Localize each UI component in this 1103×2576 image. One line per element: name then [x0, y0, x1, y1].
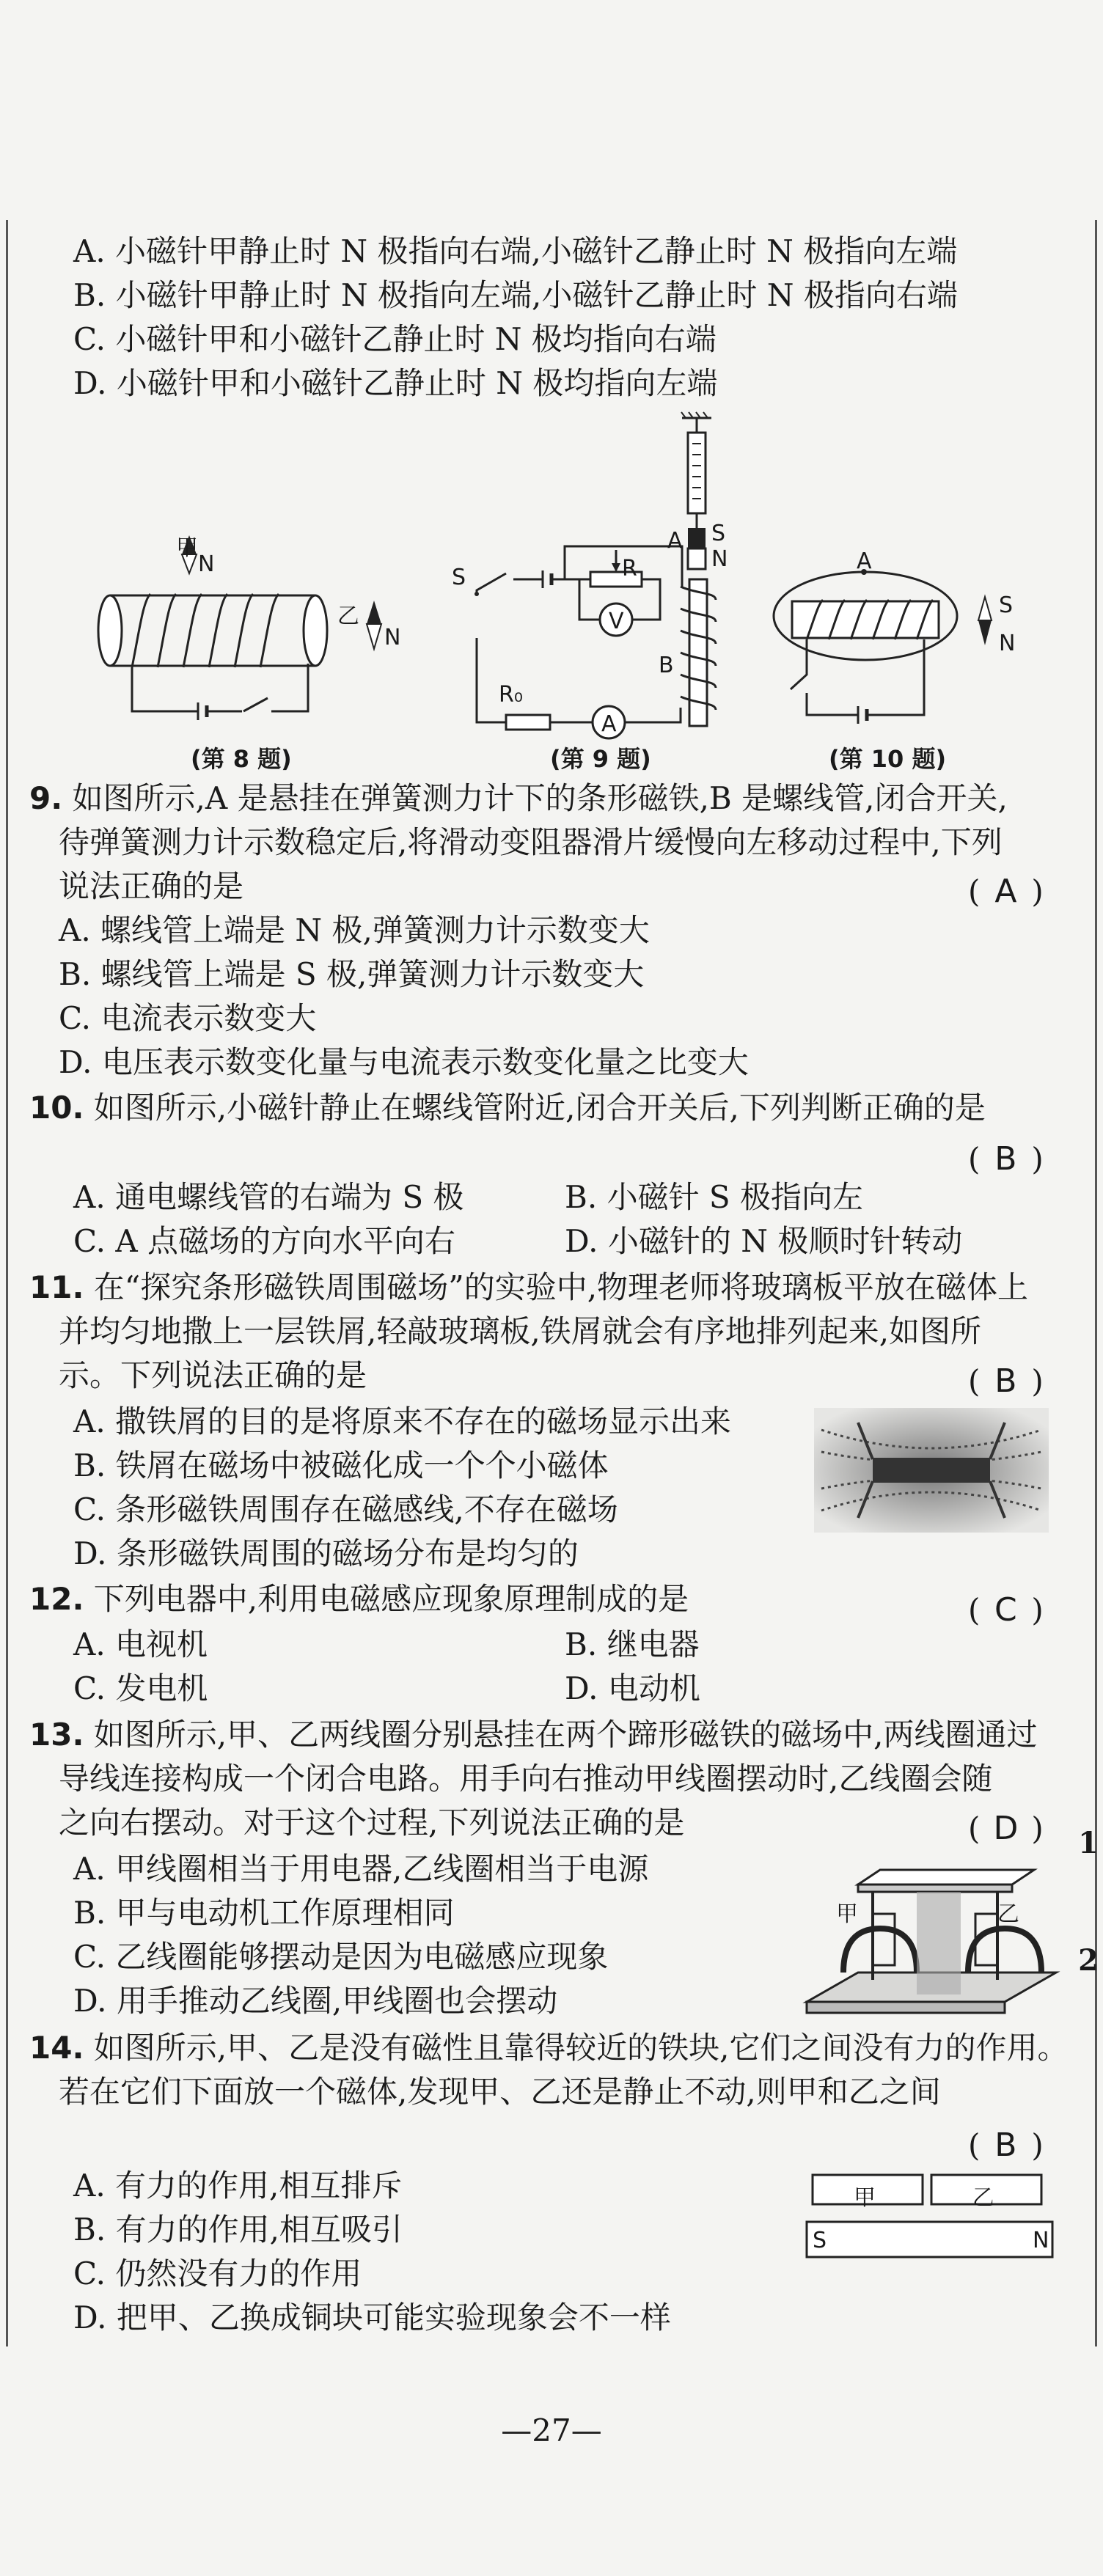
q11-line-2: 并均匀地撒上一层铁屑,轻敲玻璃板,铁屑就会有序地排列起来,如图所 [59, 1313, 982, 1349]
left-margin-rule [6, 220, 8, 2346]
iron-filings-photo [814, 1408, 1049, 1533]
fig8-label-yi: 乙 [337, 603, 359, 629]
fig9-label-magnet-s: S [711, 521, 726, 546]
fig8-label-n1: N [198, 551, 215, 577]
fig13-label-jia: 甲 [836, 1901, 858, 1927]
q14-number: 14. [29, 2030, 84, 2066]
q12-option-c: C. 发电机 [73, 1670, 208, 1706]
q13-option-d: D. 用手推动乙线圈,甲线圈也会摆动 [73, 1983, 558, 2019]
q10-answer: ( B ) [968, 1140, 1044, 1178]
q14-option-c: C. 仍然没有力的作用 [73, 2256, 362, 2291]
fig9-caption: (第 9 题) [550, 745, 651, 773]
fig10-label-s: S [999, 592, 1014, 618]
figure-8-diagram [88, 513, 352, 733]
q13-number: 13. [29, 1717, 84, 1753]
q9-number: 9. [29, 780, 63, 816]
q14-line-2: 若在它们下面放一个磁体,发现甲、乙还是静止不动,则甲和乙之间 [59, 2074, 941, 2110]
q13-line-1: 13. 如图所示,甲、乙两线圈分别悬挂在两个蹄形磁铁的磁场中,两线圈通过 [29, 1717, 1038, 1753]
fig9-label-magnet-n: N [711, 546, 728, 572]
q10-option-c: C. A 点磁场的方向水平向右 [73, 1223, 456, 1259]
q10-line-1: 10. 如图所示,小磁针静止在螺线管附近,闭合开关后,下列判断正确的是 [29, 1090, 986, 1126]
fig13-label-yi: 乙 [997, 1901, 1019, 1927]
fig10-label-n: N [999, 631, 1016, 656]
q13-option-a: A. 甲线圈相当于用电器,乙线圈相当于电源 [73, 1851, 649, 1887]
fig14-label-n: N [1033, 2228, 1049, 2253]
figure-9-diagram [440, 411, 748, 741]
fig10-label-a: A [857, 548, 872, 574]
q10-number: 10. [29, 1090, 84, 1126]
fig8-caption: (第 8 题) [191, 745, 292, 773]
q11-option-a: A. 撒铁屑的目的是将原来不存在的磁场显示出来 [73, 1403, 732, 1439]
fig9-label-r: R [622, 556, 637, 581]
q12-option-b: B. 继电器 [565, 1626, 700, 1662]
figure-14-diagram [807, 2170, 1056, 2273]
figure-10-diagram [763, 557, 983, 733]
q11-option-c: C. 条形磁铁周围存在磁感线,不存在磁场 [73, 1491, 618, 1527]
fig9-label-switch-s: S [452, 565, 466, 590]
q9-line-2: 待弹簧测力计示数稳定后,将滑动变阻器滑片缓慢向左移动过程中,下列 [59, 824, 1003, 860]
q9-line-3: 说法正确的是 [59, 868, 244, 904]
page-number: —27— [501, 2412, 602, 2448]
q9-option-d: D. 电压表示数变化量与电流表示数变化量之比变大 [59, 1044, 749, 1080]
q8-option-b: B. 小磁针甲静止时 N 极指向左端,小磁针乙静止时 N 极指向右端 [73, 277, 958, 313]
q13-line-3: 之向右摆动。对于这个过程,下列说法正确的是 [59, 1805, 685, 1841]
q11-number: 11. [29, 1269, 84, 1305]
q14-option-a: A. 有力的作用,相互排斥 [73, 2168, 403, 2203]
fig14-label-yi: 乙 [972, 2185, 994, 2211]
q14-line-1: 14. 如图所示,甲、乙是没有磁性且靠得较近的铁块,它们之间没有力的作用。 [29, 2030, 1069, 2066]
q13-answer: ( D ) [968, 1810, 1044, 1847]
q11-option-b: B. 铁屑在磁场中被磁化成一个个小磁体 [73, 1447, 609, 1483]
q12-line-1: 12. 下列电器中,利用电磁感应现象原理制成的是 [29, 1581, 689, 1617]
fig8-label-n2: N [384, 625, 401, 650]
q11-line-1: 11. 在“探究条形磁铁周围磁场”的实验中,物理老师将玻璃板平放在磁体上 [29, 1269, 1029, 1305]
q14-option-b: B. 有力的作用,相互吸引 [73, 2212, 403, 2247]
q11-answer: ( B ) [968, 1362, 1044, 1400]
q8-option-c: C. 小磁针甲和小磁针乙静止时 N 极均指向右端 [73, 321, 717, 357]
q13-option-b: B. 甲与电动机工作原理相同 [73, 1895, 455, 1931]
q12-option-a: A. 电视机 [73, 1626, 208, 1662]
q10-option-a: A. 通电螺线管的右端为 S 极 [73, 1179, 464, 1215]
q9-answer: ( A ) [968, 873, 1044, 910]
figure-13-diagram [807, 1863, 1056, 2031]
figure-10-compass [974, 594, 996, 653]
fig9-label-magnet-a: A [667, 528, 683, 554]
q9-option-b: B. 螺线管上端是 S 极,弹簧测力计示数变大 [59, 956, 645, 992]
side-mark-1: 1 [1078, 1826, 1099, 1860]
q8-option-a: A. 小磁针甲静止时 N 极指向右端,小磁针乙静止时 N 极指向左端 [73, 233, 958, 269]
q9-line-1: 9. 如图所示,A 是悬挂在弹簧测力计下的条形磁铁,B 是螺线管,闭合开关, [29, 780, 1008, 816]
q8-option-d: D. 小磁针甲和小磁针乙静止时 N 极均指向左端 [73, 365, 718, 401]
fig10-caption: (第 10 题) [829, 745, 947, 773]
q14-option-d: D. 把甲、乙换成铜块可能实验现象会不一样 [73, 2300, 671, 2335]
fig9-label-ammeter-a: A [601, 711, 617, 737]
q13-option-c: C. 乙线圈能够摆动是因为电磁感应现象 [73, 1939, 609, 1975]
q12-number: 12. [29, 1581, 84, 1617]
side-mark-2: 2 [1078, 1943, 1099, 1978]
fig9-label-b: B [659, 653, 674, 678]
q12-option-d: D. 电动机 [565, 1670, 700, 1706]
q10-option-b: B. 小磁针 S 极指向左 [565, 1179, 864, 1215]
fig8-label-jia: 甲 [176, 535, 198, 561]
q11-option-d: D. 条形磁铁周围的磁场分布是均匀的 [73, 1535, 579, 1571]
right-margin-rule [1095, 220, 1097, 2346]
q13-line-2: 导线连接构成一个闭合电路。用手向右推动甲线圈摆动时,乙线圈会随 [59, 1761, 993, 1797]
q10-option-d: D. 小磁针的 N 极顺时针转动 [565, 1223, 963, 1259]
fig14-label-jia: 甲 [854, 2185, 876, 2211]
q14-answer: ( B ) [968, 2127, 1044, 2164]
q11-line-3: 示。下列说法正确的是 [59, 1357, 367, 1393]
q12-answer: ( C ) [968, 1591, 1044, 1629]
q9-option-c: C. 电流表示数变大 [59, 1000, 317, 1036]
fig9-label-r0: R₀ [499, 682, 523, 708]
q9-option-a: A. 螺线管上端是 N 极,弹簧测力计示数变大 [59, 912, 650, 948]
fig9-label-v: V [609, 609, 624, 634]
fig14-label-s: S [813, 2228, 827, 2253]
